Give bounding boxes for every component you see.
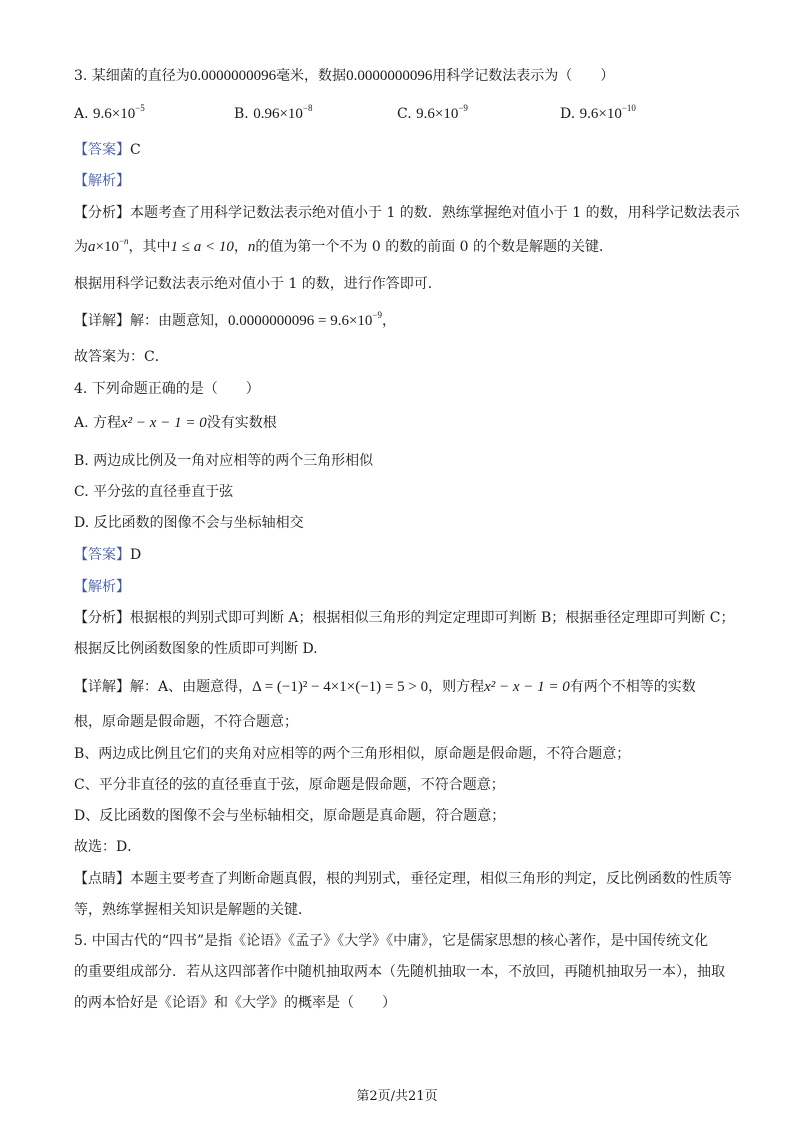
detail-expr: $0.0000000096 = 9.6\times 10^{-9}$	[228, 310, 382, 329]
detail-prefix: 解：由题意知，	[130, 313, 228, 329]
option-text: D. 反比函数的图像不会与坐标轴相交	[74, 515, 304, 531]
detail-text: 根，原命题是假命题，不符合题意；	[74, 714, 298, 730]
detail-text: B、两边成比例且它们的夹角对应相等的两个三角形相似，原命题是假命题，不符合题意；	[74, 746, 631, 762]
discriminant-expr: Δ = (−1)² − 4×1×(−1) = 5 > 0	[252, 679, 429, 695]
q5-line3	[74, 993, 396, 1013]
q4-analysis-tag	[74, 577, 130, 597]
q3-option-a	[74, 104, 145, 124]
option-letter: D.	[560, 106, 576, 122]
answer-tag: 【答案】	[74, 142, 130, 158]
fenxi-tag: 【分析】	[74, 205, 130, 221]
detail-tag: 【详解】	[74, 313, 130, 329]
answer-value: C	[130, 142, 141, 158]
q4-detail-line1	[74, 677, 696, 697]
option-value: $9.6\times 10^{-9}$	[416, 103, 468, 122]
stem-text: 4. 下列命题正确的是（ ）	[74, 381, 260, 397]
answer-tag: 【答案】	[74, 547, 130, 563]
q3-answer	[74, 140, 141, 160]
q3-option-b	[234, 104, 313, 124]
stem-text: 的重要组成部分．若从这四部著作中随机抽取两本（先随机抽取一本，不放回，再随机抽取另一本），抽取	[74, 964, 725, 980]
conclusion-text: 故选：D．	[74, 839, 142, 855]
q4-fenxi-line1	[74, 608, 734, 628]
method-text: 根据用科学记数法表示绝对值小于 1 的数，进行作答即可．	[74, 276, 442, 292]
q4-conclusion	[74, 837, 141, 857]
q4-dianjing-line1	[74, 869, 732, 889]
fenxi-suffix: 的值为第一个不为 0 的数的前面 0 的个数是解题的关键．	[255, 239, 614, 255]
q3-fenxi-line2: 为$a\times 10^{-n}$，其中1 ≤ a < 10，n的值为第一个不为 0 的数的前面 0 的个数是解题的关键．	[74, 236, 614, 255]
option-value: $9.6\times 10^{-10}$	[579, 103, 636, 122]
q3-fenxi-line1	[74, 203, 740, 223]
detail-mid: ，则方程	[428, 679, 485, 695]
option-letter: A.	[74, 106, 89, 122]
detail-tag: 【详解】	[74, 679, 130, 695]
q3-method	[74, 274, 442, 294]
dianjing-text: 本题主要考查了判断命题真假，根的判别式，垂径定理，相似三角形的判定，反比例函数的性质等	[130, 871, 732, 887]
q4-option-d	[74, 513, 304, 533]
q4-answer	[74, 545, 141, 565]
q3-option-d	[560, 104, 636, 124]
option-value: $9.6\times 10^{-5}$	[93, 103, 145, 122]
q5-line1	[74, 931, 708, 951]
detail-text: C、平分非直径的弦的直径垂直于弦，原命题是假命题，不符合题意；	[74, 777, 505, 793]
answer-value: D	[130, 547, 142, 563]
fenxi-text: 根据反比例函数图象的性质即可判断 D.	[74, 641, 318, 657]
fenxi-text: 根据根的判别式即可判断 A；根据相似三角形的判定定理即可判断 B；根据垂径定理即可判断 C；	[130, 610, 735, 626]
conclusion-text: 故答案为：C．	[74, 349, 169, 365]
q4-detail-d	[74, 806, 505, 826]
q4-stem	[74, 379, 260, 399]
q3-stem	[74, 66, 614, 86]
option-text: B. 两边成比例及一角对应相等的两个三角形相似	[74, 453, 374, 469]
detail-suffix: ，	[382, 313, 396, 329]
q3-analysis-tag	[74, 171, 130, 191]
analysis-tag: 【解析】	[74, 579, 130, 595]
equation: x² − x − 1 = 0	[121, 415, 207, 431]
var-n: n	[247, 239, 256, 255]
q4-detail-c	[74, 775, 505, 795]
q3-option-c	[397, 104, 468, 124]
q4-detail-line2	[74, 712, 298, 732]
range-expr: 1 ≤ a < 10	[170, 239, 234, 255]
page-footer: 第2页/共21页	[356, 1089, 438, 1104]
q3-detail	[74, 311, 396, 331]
analysis-tag: 【解析】	[74, 173, 130, 189]
fenxi-prefix: 为	[74, 239, 88, 255]
q3-conclusion	[74, 347, 169, 367]
q4-fenxi-line2	[74, 639, 318, 659]
q3-number: 0.0000000096	[189, 68, 277, 84]
dianjing-tag: 【点睛】	[74, 871, 130, 887]
q4-detail-b	[74, 744, 630, 764]
fenxi-mid: ，其中	[128, 239, 171, 255]
detail-text: D、反比函数的图像不会与坐标轴相交，原命题是真命题，符合题意；	[74, 808, 506, 824]
option-text: C. 平分弦的直径垂直于弦	[74, 484, 234, 500]
fenxi-tag: 【分析】	[74, 610, 130, 626]
option-value: $0.96\times 10^{-8}$	[253, 103, 313, 122]
q3-stem-prefix: 3. 某细菌的直径为	[74, 68, 190, 84]
q5-line2	[74, 962, 725, 982]
equation: x² − x − 1 = 0	[484, 679, 570, 695]
q3-stem-suffix: 用科学记数法表示为（ ）	[432, 68, 615, 84]
sci-notation-form: $a\times 10^{-n}$	[88, 236, 129, 255]
detail-suffix: 有两个不相等的实数	[569, 679, 696, 695]
q4-dianjing-line2	[74, 900, 312, 920]
dianjing-text: 等，熟练掌握相关知识是解题的关键．	[74, 902, 312, 918]
option-letter: C.	[397, 106, 412, 122]
option-suffix: 没有实数根	[206, 415, 277, 431]
option-prefix: A. 方程	[74, 415, 122, 431]
q3-number-2: 0.0000000096	[346, 68, 433, 84]
q4-option-b	[74, 451, 373, 471]
q4-option-a	[74, 413, 277, 433]
detail-prefix: 解：A、由题意得，	[130, 679, 253, 695]
q3-stem-mid: 毫米，数据	[276, 68, 347, 84]
stem-text: 5. 中国古代的“四书”是指《论语》《孟子》《大学》《中庸》，它是儒家思想的核心著作，是中国传统文化	[74, 933, 709, 949]
q4-option-c	[74, 482, 233, 502]
fenxi-text: 本题考查了用科学记数法表示绝对值小于 1 的数．熟练掌握绝对值小于 1 的数，用科学记数法表示	[130, 205, 740, 221]
stem-text: 的两本恰好是《论语》和《大学》的概率是（ ）	[74, 995, 396, 1011]
option-letter: B.	[234, 106, 249, 122]
